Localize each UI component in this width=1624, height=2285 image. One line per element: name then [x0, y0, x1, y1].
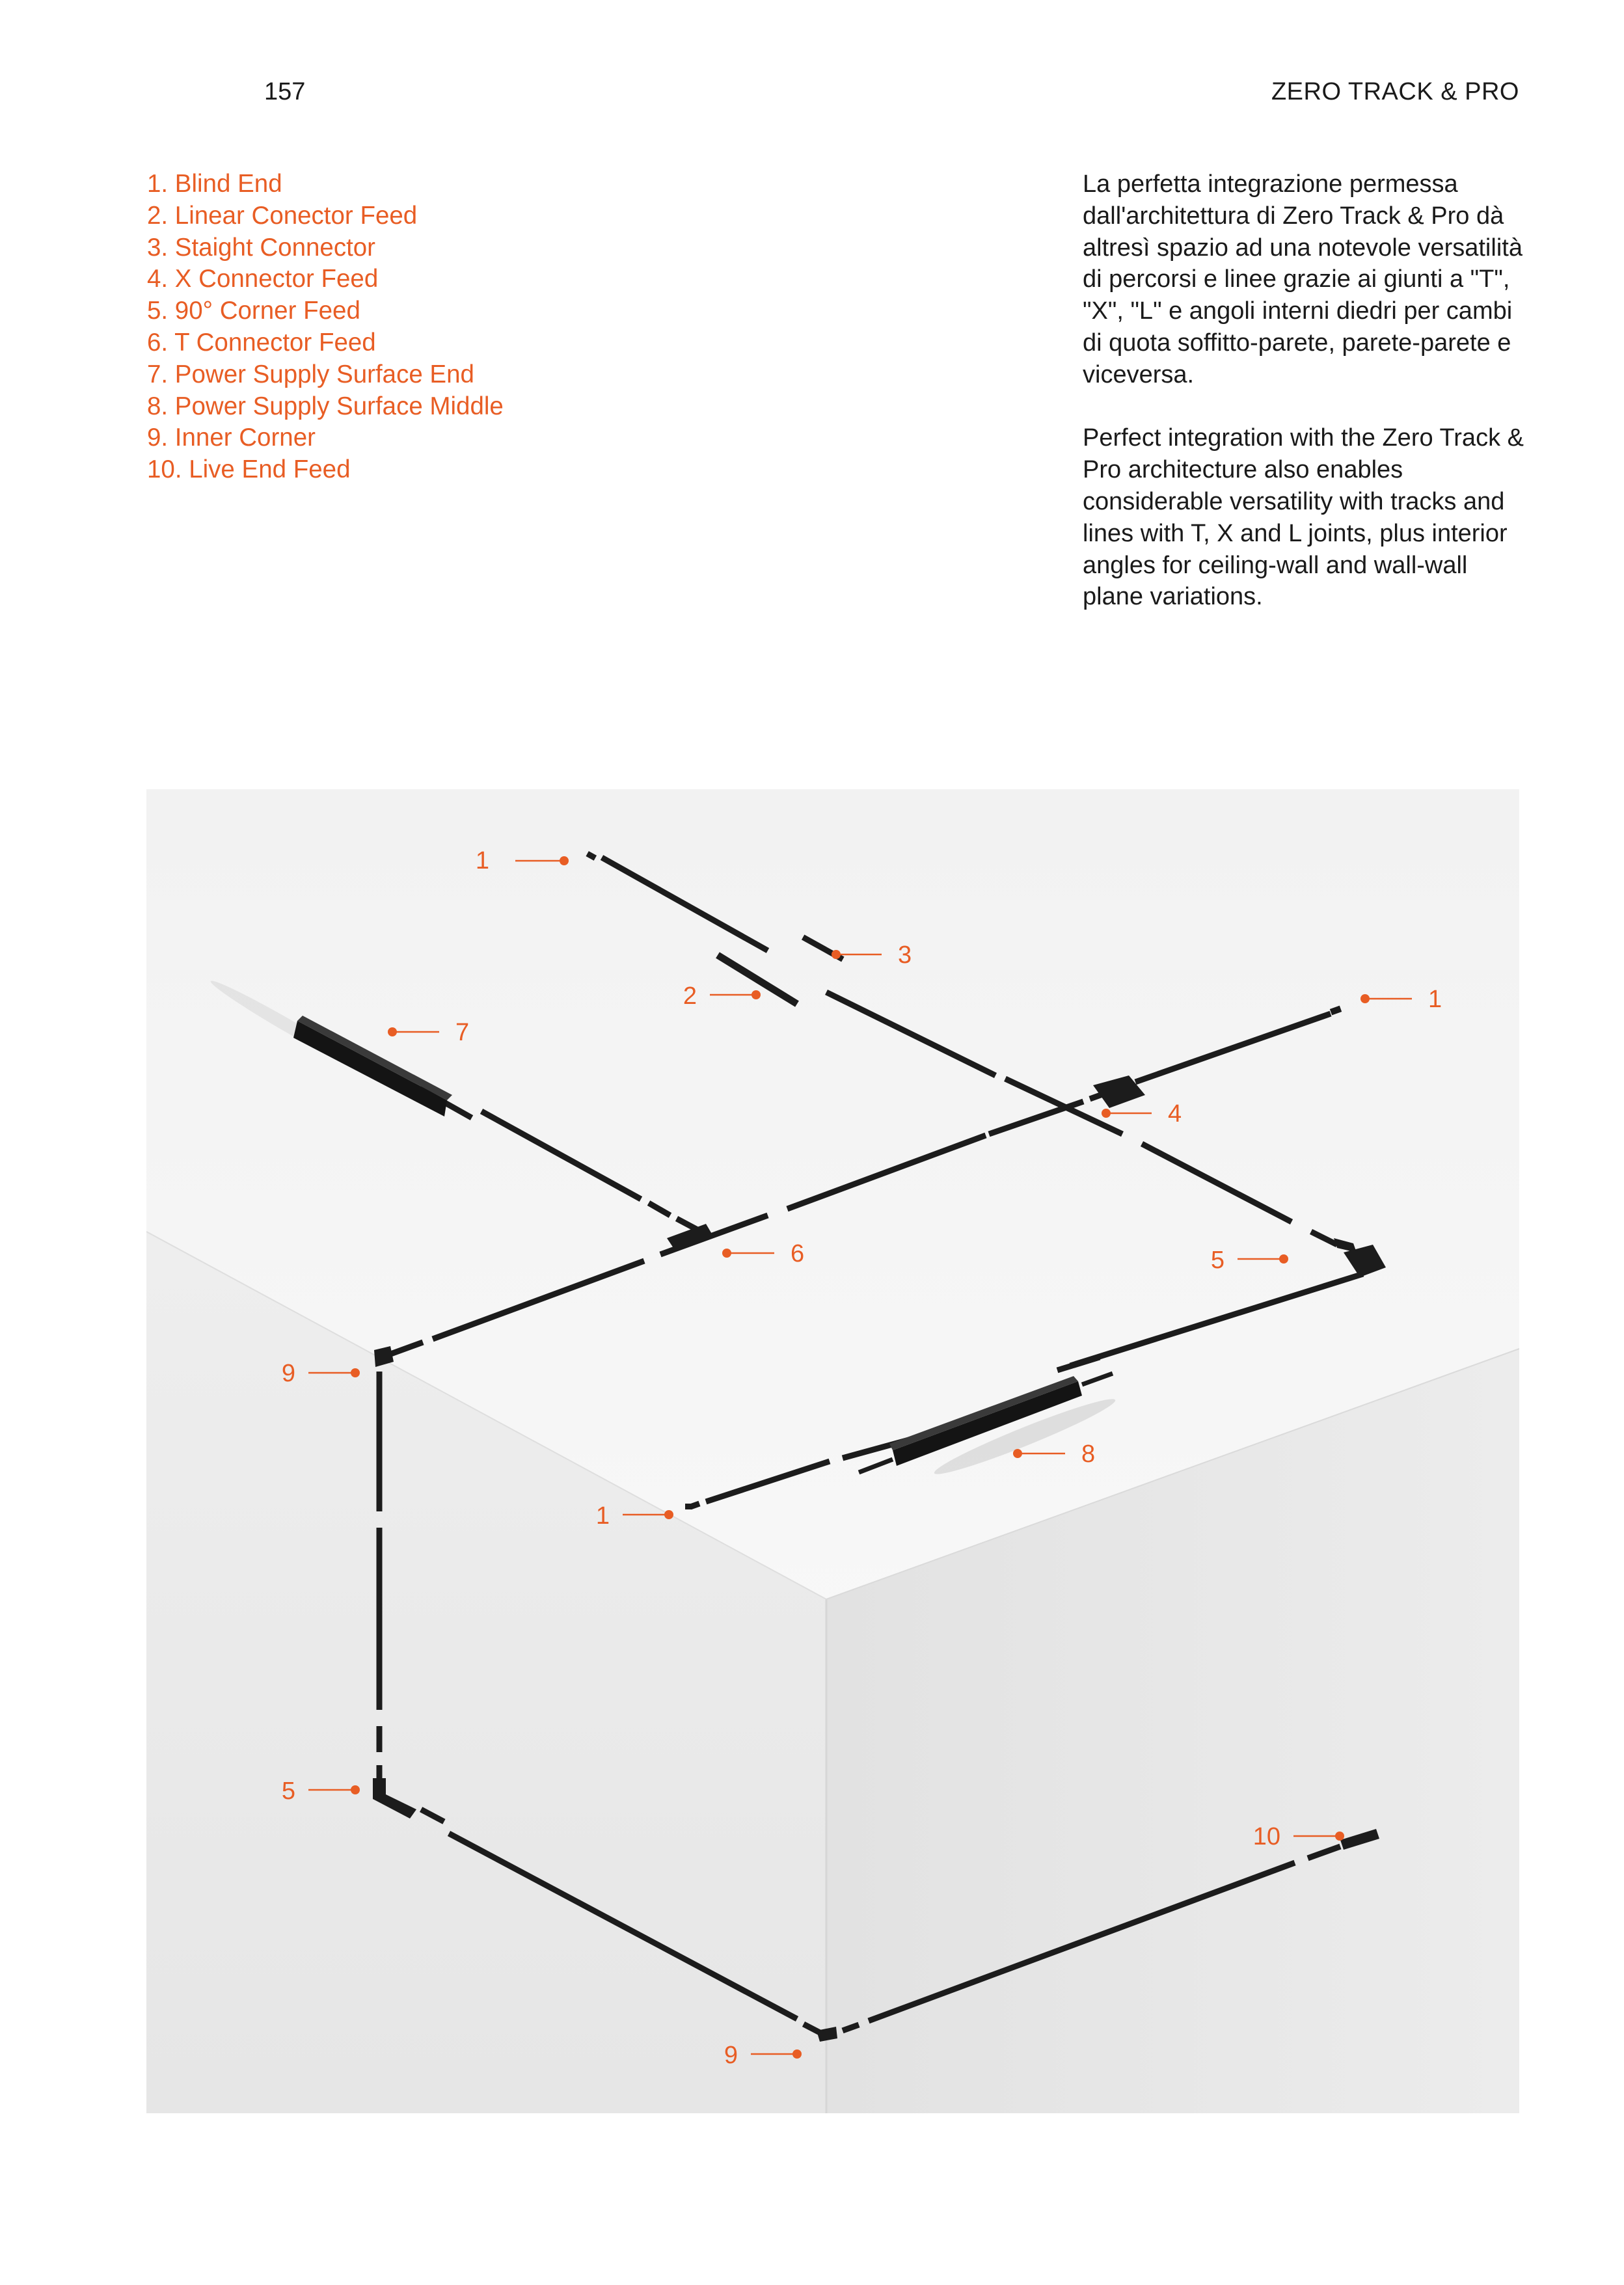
description-italian: La perfetta integrazione permessa dall'architettura di Zero Track & Pro dà altresì spazio ad una notevole versatilità di percorsi e linee grazie ai giunti a "T", "X", "L" e angoli interni diedri per cambi di quota soffitto-parete, parete-parete e viceversa. [1083, 170, 1522, 388]
callout-label: 6 [791, 1240, 805, 1267]
callout-dot [351, 1368, 360, 1377]
running-title: ZERO TRACK & PRO [1271, 78, 1519, 105]
page-number: 157 [264, 78, 306, 105]
callout-label: 8 [1081, 1440, 1096, 1468]
callout-label: 1 [1428, 986, 1442, 1013]
callout-label: 5 [1210, 1247, 1225, 1274]
legend-item: 7. Power Supply Surface End [147, 360, 474, 388]
component-legend [147, 169, 504, 486]
callout-dot [1335, 1832, 1344, 1841]
legend-item: 2. Linear Conector Feed [147, 201, 418, 230]
callout-label: 7 [455, 1019, 470, 1046]
legend-item: 10. Live End Feed [147, 455, 351, 484]
callout-label: 9 [281, 1360, 295, 1387]
legend-item: 5. 90° Corner Feed [147, 297, 360, 325]
legend-item: 1. Blind End [147, 170, 282, 198]
callout-label: 10 [1252, 1823, 1280, 1850]
legend-item: 4. X Connector Feed [147, 265, 379, 293]
callout-dot [351, 1785, 360, 1794]
callout-label: 5 [281, 1778, 295, 1805]
track-segment [690, 1504, 699, 1507]
callout-dot [664, 1510, 673, 1519]
callout-label: 2 [683, 982, 697, 1010]
callout-label: 3 [898, 941, 912, 969]
callout-label: 9 [724, 2042, 738, 2069]
legend-item: 9. Inner Corner [147, 424, 316, 452]
callout-dot [751, 990, 761, 999]
legend-item: 8. Power Supply Surface Middle [147, 392, 504, 420]
description-english: Perfect integration with the Zero Track & Pro architecture also enables considerable versatility with tracks and lines with T, X and L joints, plus interior angles for ceiling-wall and wall-wall plane variations. [1083, 424, 1524, 611]
callout-dot [1279, 1254, 1288, 1264]
callout-label: 1 [475, 847, 489, 874]
callout-dot [560, 856, 569, 865]
track-system-illustration [146, 789, 1519, 2113]
callout-label: 1 [595, 1502, 610, 1530]
track-system-svg [146, 789, 1519, 2113]
blind-end-connector [685, 1504, 692, 1509]
description-column [1083, 169, 1532, 645]
legend-item: 6. T Connector Feed [147, 328, 376, 357]
callout-label: 4 [1168, 1100, 1182, 1128]
callout-dot [792, 2049, 802, 2059]
legend-item: 3. Staight Connector [147, 233, 375, 262]
